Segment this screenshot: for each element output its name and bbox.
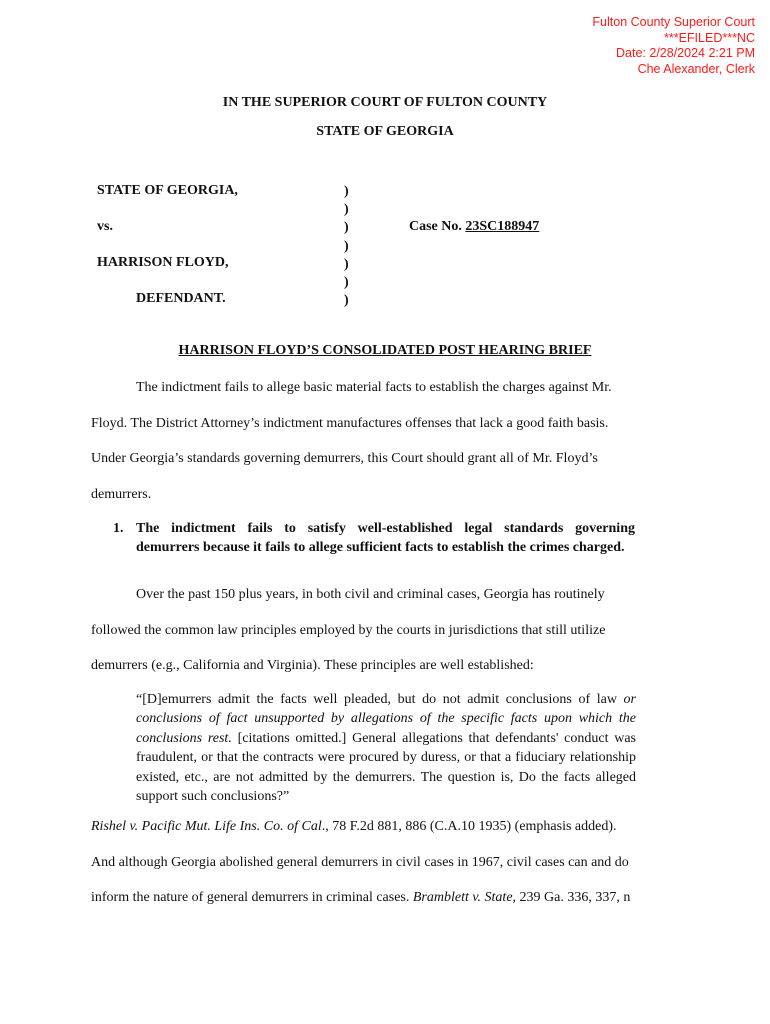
para3-l2-start: inform the nature of general demurrers in criminal cases. <box>91 890 413 905</box>
para2-line-1: Over the past 150 plus years, in both civil and criminal cases, Georgia has routinely <box>136 587 605 602</box>
stamp-clerk: Che Alexander, Clerk <box>637 61 755 76</box>
brief-title: HARRISON FLOYD’S CONSOLIDATED POST HEARING BRIEF <box>178 343 592 358</box>
section-heading-1 <box>113 520 635 557</box>
section-number: 1. <box>113 521 124 536</box>
case-number-label: Case No. <box>409 219 462 234</box>
block-quote <box>136 690 636 806</box>
intro-line-2: Floyd. The District Attorney’s indictment manufactures offenses that lack a good faith basis. <box>91 416 609 431</box>
para3-case: Bramblett v. State <box>412 890 513 905</box>
plaintiff-name: STATE OF GEORGIA, <box>97 183 238 198</box>
intro-line-4: demurrers. <box>91 487 152 502</box>
para2-line-3: demurrers (e.g., California and Virginia). These principles are well established: <box>91 658 534 673</box>
intro-line-3: Under Georgia’s standards governing demurrers, this Court should grant all of Mr. Floyd’s <box>91 451 598 466</box>
citation-rest: ., 78 F.2d 881, 886 (C.A.10 1935) (emphasis added). <box>321 819 617 834</box>
quote-start: “[D]emurrers admit the facts well pleaded, but do not admit conclusions of law <box>136 692 624 707</box>
quote-rest: [citations omitted.] General allegations that defendants' conduct was fraudulent, or that the contracts were procured by duress, or that a fiduciary relationship existed, etc., are not admitted by the demurrers. The question is, Do the facts alleged support such conclusions?” <box>136 730 636 805</box>
stamp-date: Date: 2/28/2024 2:21 PM <box>616 46 755 60</box>
versus-label: vs. <box>97 219 113 234</box>
court-state: STATE OF GEORGIA <box>316 124 454 139</box>
citation-line <box>91 819 617 835</box>
caption-parentheses: ) ) ) ) ) ) ) <box>344 184 349 309</box>
defendant-role: DEFENDANT. <box>136 291 226 306</box>
case-number: 23SC188947 <box>465 219 540 234</box>
case-number-block <box>409 219 539 235</box>
stamp-court: Fulton County Superior Court <box>592 15 755 29</box>
quote-emphasis: or conclusions of fact unsupported by allegations of the specific facts upon which the conclusions rest. <box>136 692 636 746</box>
intro-line-1: The indictment fails to allege basic material facts to establish the charges against Mr. <box>136 380 612 395</box>
efiled-stamp <box>592 15 755 77</box>
para3-line-1: And although Georgia abolished general demurrers in civil cases in 1967, civil cases can and do <box>91 855 629 870</box>
citation-case: Rishel v. Pacific Mut. Life Ins. Co. of Cal <box>91 819 322 834</box>
defendant-name: HARRISON FLOYD, <box>97 255 229 270</box>
court-name: IN THE SUPERIOR COURT OF FULTON COUNTY <box>222 95 548 110</box>
section-heading-text: The indictment fails to satisfy well-established legal standards governing demurrers because it fails to allege sufficient facts to establish the crimes charged. <box>136 521 635 555</box>
para3-l2-rest: , 239 Ga. 336, 337, n <box>512 890 631 905</box>
para3-line-2 <box>91 890 630 906</box>
para2-line-2: followed the common law principles employed by the courts in jurisdictions that still utilize <box>91 623 606 638</box>
stamp-efiled: ***EFILED***NC <box>663 30 755 45</box>
